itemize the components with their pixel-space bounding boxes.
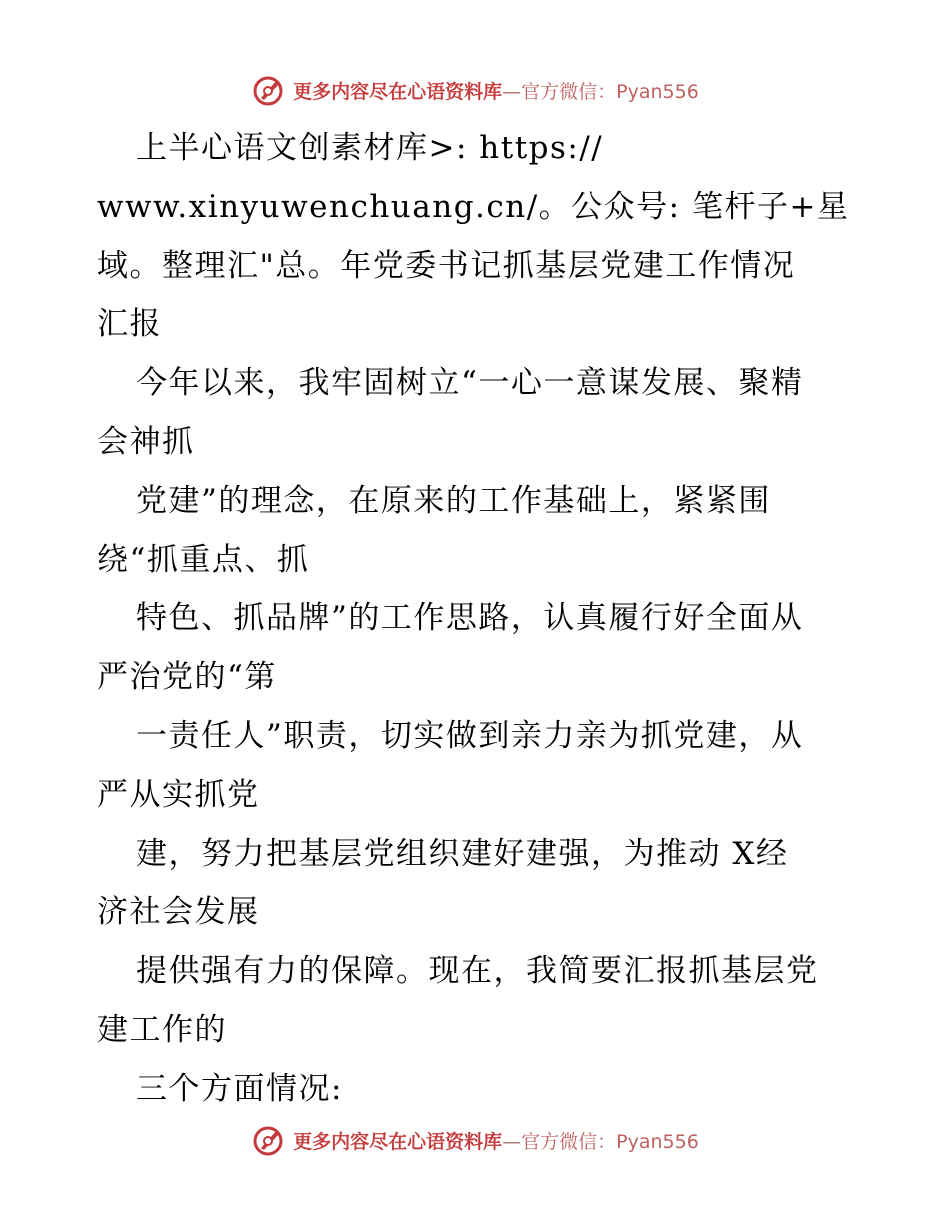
text-line: 三个方面情况: bbox=[136, 1070, 343, 1107]
text-line: 建，努力把基层党组织建好建强，为推动 X经 bbox=[136, 835, 789, 872]
watermark-label bbox=[293, 1127, 699, 1154]
watermark-wechat-text: 官方微信：Pyan556 bbox=[521, 80, 699, 103]
text-line: 会神抓 bbox=[97, 423, 195, 460]
text-line: 一责任人”职责，切实做到亲力亲为抓党建，从 bbox=[136, 717, 804, 754]
watermark-main-text: 更多内容尽在心语资料库 bbox=[293, 1130, 503, 1153]
text-line: 建工作的 bbox=[97, 1011, 227, 1048]
watermark-label bbox=[293, 77, 699, 104]
watermark-separator: — bbox=[502, 1130, 522, 1153]
watermark-main-text: 更多内容尽在心语资料库 bbox=[293, 80, 503, 103]
text-line: 严从实抓党 bbox=[97, 776, 260, 813]
header-watermark bbox=[0, 70, 950, 110]
watermark-wechat-text: 官方微信：Pyan556 bbox=[521, 1130, 699, 1153]
text-line: 汇报 bbox=[97, 306, 162, 343]
pen-swirl-icon bbox=[251, 1122, 287, 1158]
text-line: 济社会发展 bbox=[97, 894, 260, 931]
watermark-separator: — bbox=[502, 80, 522, 103]
pen-swirl-icon bbox=[251, 72, 287, 108]
footer-watermark bbox=[0, 1120, 950, 1160]
text-line: 域。整理汇"总。年党委书记抓基层党建工作情况 bbox=[97, 247, 796, 284]
text-line: 上半心语文创素材库>: https:// bbox=[136, 130, 604, 166]
text-line: 提供强有力的保障。现在，我简要汇报抓基层党 bbox=[136, 953, 819, 990]
text-line: 今年以来，我牢固树立“一心一意谋发展、聚精 bbox=[136, 365, 804, 402]
document-body bbox=[97, 119, 857, 1119]
text-line: 绕“抓重点、抓 bbox=[97, 541, 310, 578]
text-line: 特色、抓品牌”的工作思路，认真履行好全面从 bbox=[136, 600, 804, 637]
text-line: 党建”的理念，在原来的工作基础上，紧紧围 bbox=[136, 482, 771, 519]
text-line: www.xinyuwenchuang.cn/。公众号: 笔杆子+星 bbox=[97, 188, 850, 225]
text-line: 严治党的“第 bbox=[97, 659, 277, 696]
